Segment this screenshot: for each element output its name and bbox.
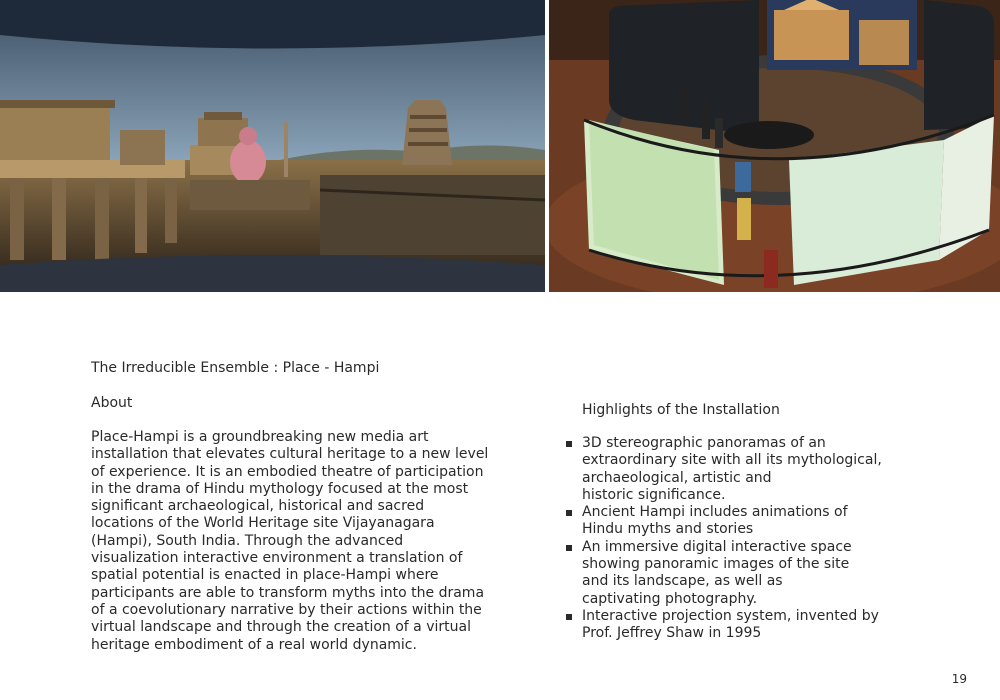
highlight-item [566,435,896,504]
about-line: spatial potential is enacted in place-Hampi where [91,567,439,584]
highlight-line: historic significance. [582,486,726,503]
installation-photo [549,0,1000,292]
highlight-line: Interactive projection system, invented by [582,607,879,624]
about-line: virtual landscape and through the creation of a virtual [91,619,471,636]
highlight-item [566,539,896,608]
about-line: heritage embodiment of a real world dynamic. [91,636,417,653]
highlight-line: 3D stereographic panoramas of an [582,435,826,451]
highlight-line: An immersive digital interactive space [582,538,852,555]
about-heading: About [91,395,133,411]
about-line: in the drama of Hindu mythology focused at the most [91,480,469,497]
page-number: 19 [951,672,967,686]
about-line: installation that elevates cultural heritage to a new level [91,446,489,463]
highlight-line: and its landscape, as well as [582,573,783,590]
highlight-line: Hindu myths and stories [582,521,754,538]
page-title: The Irreducible Ensemble : Place - Hampi [91,360,380,376]
bullet-square-icon [566,614,572,620]
about-line: visualization interactive environment a translation of [91,550,463,567]
hampi-panorama-photo [0,0,545,292]
highlight-item [566,504,896,539]
about-line: significant archaeological, historical and sacred [91,498,425,515]
highlight-line: Ancient Hampi includes animations of [582,504,848,521]
bullet-square-icon [566,510,572,516]
about-line: (Hampi), South India. Through the advanced [91,532,404,549]
highlight-line: extraordinary site with all its mythological, [582,452,882,469]
highlight-line: Prof. Jeffrey Shaw in 1995 [582,625,762,642]
highlight-line: archaeological, artistic and [582,469,772,486]
about-line: Place-Hampi is a groundbreaking new media art [91,429,429,445]
highlights-heading: Highlights of the Installation [582,402,780,418]
highlights-list [566,435,896,643]
about-line: locations of the World Heritage site Vijayanagara [91,515,435,532]
about-body [91,429,501,654]
bullet-square-icon [566,545,572,551]
about-line: participants are able to transform myths into the drama [91,584,485,601]
highlight-line: captivating photography. [582,590,758,607]
highlight-item [566,608,896,643]
bullet-square-icon [566,441,572,447]
highlight-line: showing panoramic images of the site [582,556,850,573]
about-line: of a coevolutionary narrative by their actions within the [91,601,482,618]
about-line: of experience. It is an embodied theatre of participation [91,463,484,480]
